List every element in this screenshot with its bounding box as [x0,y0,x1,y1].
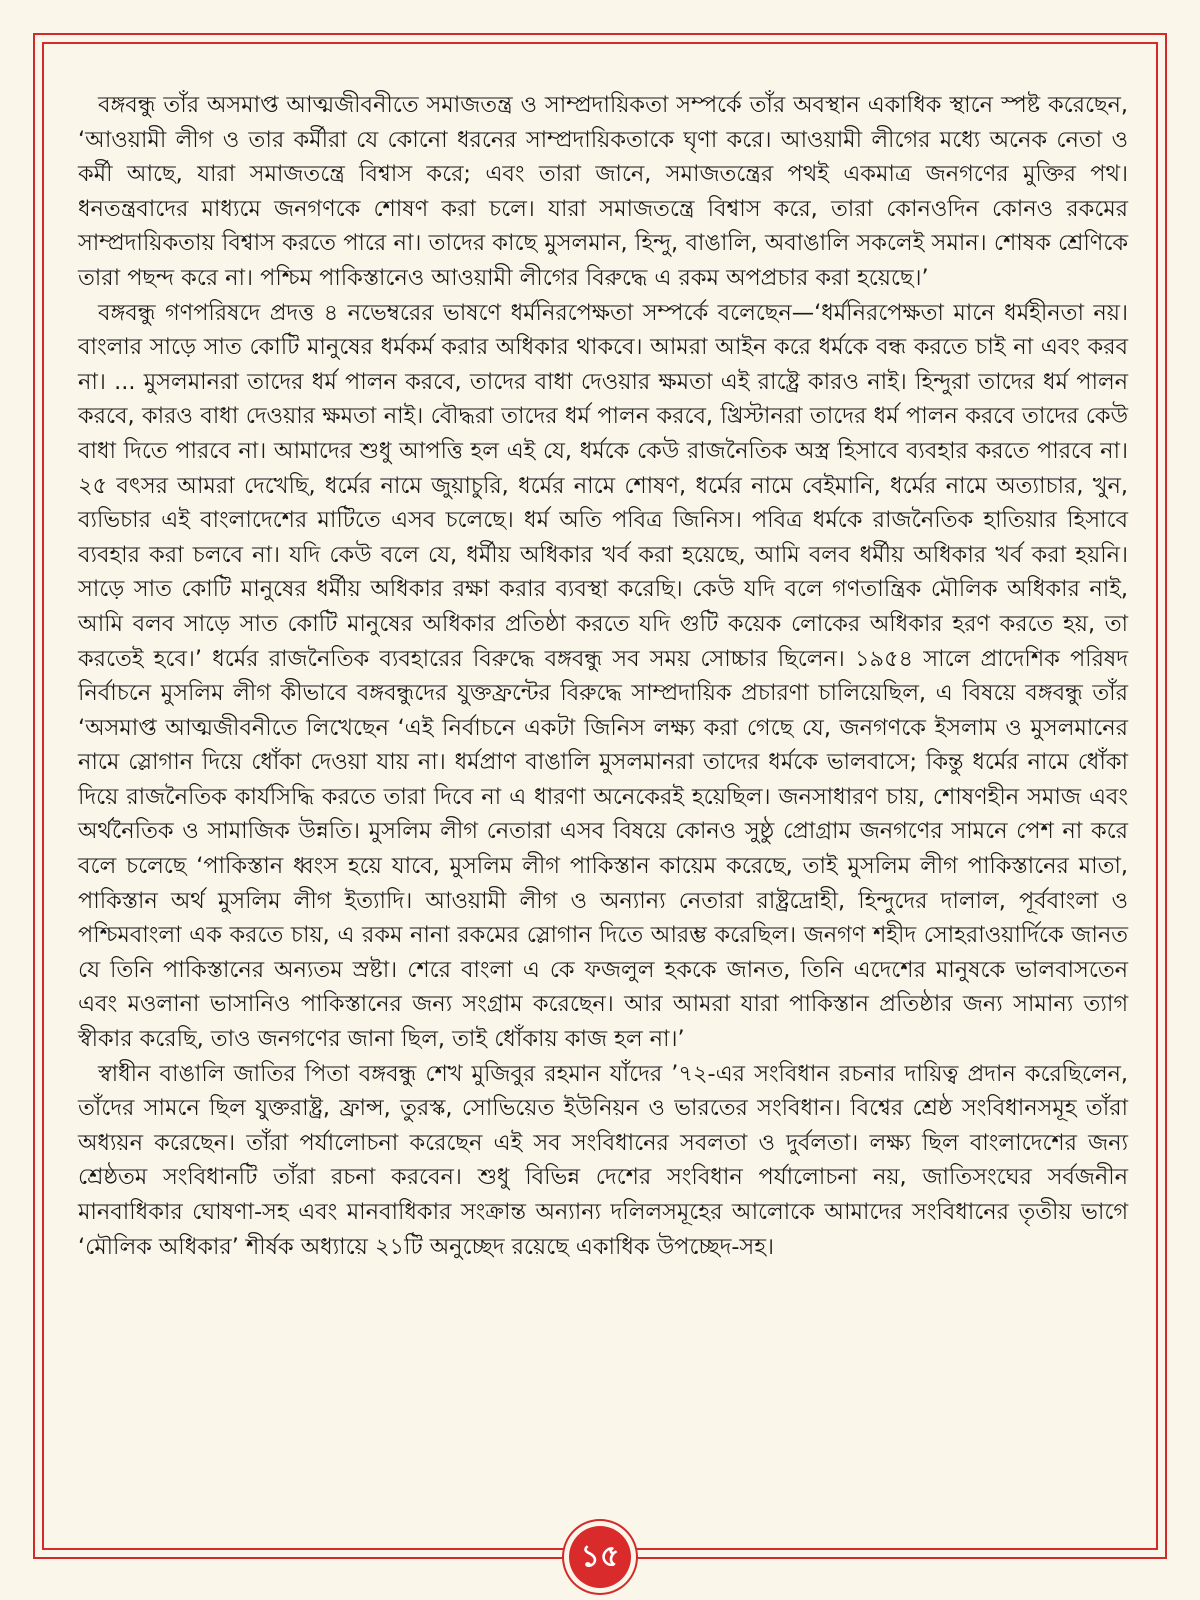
page-number: ১৫ [569,1526,631,1588]
paragraph-secularism-speech: বঙ্গবন্ধু গণপরিষদে প্রদত্ত ৪ নভেম্বরের ভাষণে ধর্মনিরপেক্ষতা সম্পর্কে বলেছেন—‘ধর্মনিরপেক্ষতা মানে ধর্মহীনতা নয়। বাংলার সাড়ে সাত কোটি মানুষের ধর্মকর্ম করার অধিকার থাকবে। আমরা আইন করে ধর্মকে বন্ধ করতে চাই না এবং করব না। ... মুসলমানরা তাদের ধর্ম পালন করবে, তাদের বাধা দেওয়ার ক্ষমতা এই রাষ্ট্রে কারও নাই। হিন্দুরা তাদের ধর্ম পালন করবে, কারও বাধা দেওয়ার ক্ষমতা নাই। বৌদ্ধরা তাদের ধর্ম পালন করবে, খ্রিস্টানরা তাদের ধর্ম পালন করবে তাদের কেউ বাধা দিতে পারবে না। আমাদের শুধু আপত্তি হল এই যে, ধর্মকে কেউ রাজনৈতিক অস্ত্র হিসাবে ব্যবহার করতে পারবে না। ২৫ বৎসর আমরা দেখেছি, ধর্মের নামে জুয়াচুরি, ধর্মের নামে শোষণ, ধর্মের নামে বেইমানি, ধর্মের নামে অত্যাচার, খুন, ব্যভিচার এই বাংলাদেশের মাটিতে এসব চলেছে। ধর্ম অতি পবিত্র জিনিস। পবিত্র ধর্মকে রাজনৈতিক হাতিয়ার হিসাবে ব্যবহার করা চলবে না। যদি কেউ বলে যে, ধর্মীয় অধিকার খর্ব করা হয়েছে, আমি বলব ধর্মীয় অধিকার খর্ব করা হয়নি। সাড়ে সাত কোটি মানুষের ধর্মীয় অধিকার রক্ষা করার ব্যবস্থা করেছি। কেউ যদি বলে গণতান্ত্রিক মৌলিক অধিকার নাই, আমি বলব সাড়ে সাত কোটি মানুষের অধিকার প্রতিষ্ঠা করতে যদি গুটি কয়েক লোকের অধিকার হরণ করতে হয়, তা করতেই হবে।’ ধর্মের রাজনৈতিক ব্যবহারের বিরুদ্ধে বঙ্গবন্ধু সব সময় সোচ্চার ছিলেন। ১৯৫৪ সালে প্রাদেশিক পরিষদ নির্বাচনে মুসলিম লীগ কীভাবে বঙ্গবন্ধুদের যুক্তফ্রন্টের বিরুদ্ধে সাম্প্রদায়িক প্রচারণা চালিয়েছিল, এ বিষয়ে বঙ্গবন্ধু তাঁর ‘অসমাপ্ত আত্মজীবনীতে লিখেছেন ‘এই নির্বাচনে একটা জিনিস লক্ষ্য করা গেছে যে, জনগণকে ইসলাম ও মুসলমানের নামে স্লোগান দিয়ে ধোঁকা দেওয়া যায় না। ধর্মপ্রাণ বাঙালি মুসলমানরা তাদের ধর্মকে ভালবাসে; কিন্তু ধর্মের নামে ধোঁকা দিয়ে রাজনৈতিক কার্যসিদ্ধি করতে তারা দিবে না এ ধারণা অনেকেরই হয়েছিল। জনসাধারণ চায়, শোষণহীন সমাজ এবং অর্থনৈতিক ও সামাজিক উন্নতি। মুসলিম লীগ নেতারা এসব বিষয়ে কোনও সুষ্ঠু প্রোগ্রাম জনগণের সামনে পেশ না করে বলে চলেছে ‘পাকিস্তান ধ্বংস হয়ে যাবে, মুসলিম লীগ পাকিস্তান কায়েম করেছে, তাই মুসলিম লীগ পাকিস্তানের মাতা, পাকিস্তান অর্থ মুসলিম লীগ ইত্যাদি। আওয়ামী লীগ ও অন্যান্য নেতারা রাষ্ট্রদ্রোহী, হিন্দুদের দালাল, পূর্ববাংলা ও পশ্চিমবাংলা এক করতে চায়, এ রকম নানা রকমের স্লোগান দিতে আরম্ভ করেছিল। জনগণ শহীদ সোহরাওয়ার্দিকে জানত যে তিনি পাকিস্তানের অন্যতম স্রষ্টা। শেরে বাংলা এ কে ফজলুল হককে জানত, তিনি এদেশের মানুষকে ভালবাসতেন এবং মওলানা ভাসানিও পাকিস্তানের জন্য সংগ্রাম করেছেন। আর আমরা যারা পাকিস্তান প্রতিষ্ঠার জন্য সামান্য ত্যাগ স্বীকার করেছি, তাও জনগণের জানা ছিল, তাই ধোঁকায় কাজ হল না।’ [78,299,1128,1053]
paragraph-constitution-1972: স্বাধীন বাঙালি জাতির পিতা বঙ্গবন্ধু শেখ মুজিবুর রহমান যাঁদের ’৭২-এর সংবিধান রচনার দায়িত্ব প্রদান করেছিলেন, তাঁদের সামনে ছিল যুক্তরাষ্ট্র, ফ্রান্স, তুরস্ক, সোভিয়েত ইউনিয়ন ও ভারতের সংবিধান। বিশ্বের শ্রেষ্ঠ সংবিধানসমূহ তাঁরা অধ্যয়ন করেছেন। তাঁরা পর্যালোচনা করেছেন এই সব সংবিধানের সবলতা ও দুর্বলতা। লক্ষ্য ছিল বাংলাদেশের জন্য শ্রেষ্ঠতম সংবিধানটি তাঁরা রচনা করবেন। শুধু বিভিন্ন দেশের সংবিধান পর্যালোচনা নয়, জাতিসংঘের সর্বজনীন মানবাধিকার ঘোষণা-সহ এবং মানবাধিকার সংক্রান্ত অন্যান্য দলিলসমূহের আলোকে আমাদের সংবিধানের তৃতীয় ভাগে ‘মৌলিক অধিকার’ শীর্ষক অধ্যায়ে ২১টি অনুচ্ছেদ রয়েছে একাধিক উপচ্ছেদ-সহ। [78,1060,1128,1260]
article-body [78,88,1128,1264]
paragraph-socialism-communalism: বঙ্গবন্ধু তাঁর অসমাপ্ত আত্মজীবনীতে সমাজতন্ত্র ও সাম্প্রদায়িকতা সম্পর্কে তাঁর অবস্থান একাধিক স্থানে স্পষ্ট করেছেন, ‘আওয়ামী লীগ ও তার কর্মীরা যে কোনো ধরনের সাম্প্রদায়িকতাকে ঘৃণা করে। আওয়ামী লীগের মধ্যে অনেক নেতা ও কর্মী আছে, যারা সমাজতন্ত্রে বিশ্বাস করে; এবং তারা জানে, সমাজতন্ত্রের পথই একমাত্র জনগণের মুক্তির পথ। ধনতন্ত্রবাদের মাধ্যমে জনগণকে শোষণ করা চলে। যারা সমাজতন্ত্রে বিশ্বাস করে, তারা কোনওদিন কোনও রকমের সাম্প্রদায়িকতায় বিশ্বাস করতে পারে না। তাদের কাছে মুসলমান, হিন্দু, বাঙালি, অবাঙালি সকলেই সমান। শোষক শ্রেণিকে তারা পছন্দ করে না। পশ্চিম পাকিস্তানেও আওয়ামী লীগের বিরুদ্ধে এ রকম অপপ্রচার করা হয়েছে।’ [78,92,1128,291]
